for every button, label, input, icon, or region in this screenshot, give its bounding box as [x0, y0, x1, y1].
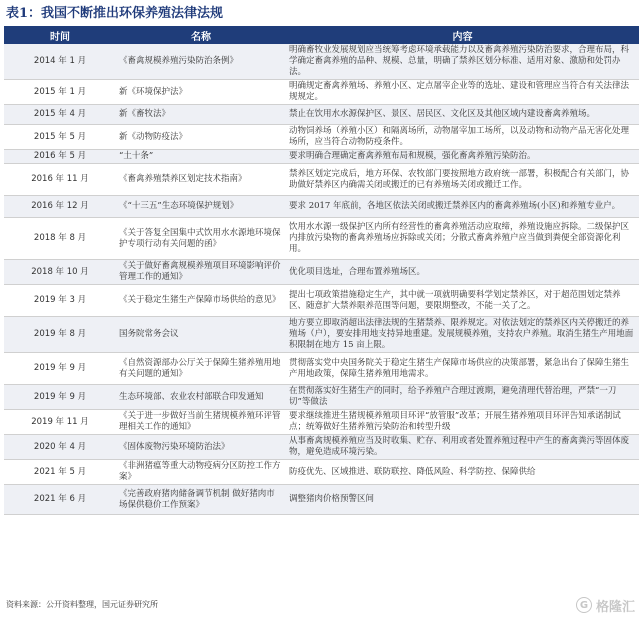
table-row	[4, 105, 639, 125]
row-content: 优化项目选址，合理布置养殖场区。	[286, 260, 639, 285]
watermark	[576, 596, 635, 614]
table-row	[4, 150, 639, 164]
header-content: 内容	[286, 26, 639, 44]
row-name: 《畜禽规模养殖污染防治条例》	[116, 44, 286, 80]
row-content: 贯彻落实党中央国务院关于稳定生猪生产保障市场供应的决策部署，紧急出台了保障生猪生产用地政策，保障生猪养殖用地需求。	[286, 353, 639, 385]
row-name: 国务院常务会议	[116, 317, 286, 353]
row-content: 防疫优先、区域推进、联防联控、降低风险、科学防控、保障供给	[286, 460, 639, 485]
regulations-table	[4, 26, 639, 515]
row-time: 2021 年 5 月	[4, 460, 116, 485]
table-row	[4, 285, 639, 317]
row-name: 《“十三五”生态环境保护规划》	[116, 196, 286, 218]
table-row	[4, 44, 639, 80]
row-name: 《关于答复全国集中式饮用水水源地环境保护专项行动有关问题的函》	[116, 218, 286, 260]
row-name: 《关于进一步做好当前生猪规模养殖环评管理相关工作的通知》	[116, 410, 286, 435]
row-time: 2018 年 10 月	[4, 260, 116, 285]
table-title: 表1：我国不断推出环保养殖法律法规	[6, 6, 224, 21]
table-row	[4, 410, 639, 435]
row-time: 2015 年 5 月	[4, 125, 116, 150]
row-time: 2019 年 11 月	[4, 410, 116, 435]
row-time: 2020 年 4 月	[4, 435, 116, 460]
row-name: 《自然资源部办公厅关于保障生猪养殖用地有关问题的通知》	[116, 353, 286, 385]
row-time: 2018 年 8 月	[4, 218, 116, 260]
row-time: 2016 年 12 月	[4, 196, 116, 218]
row-name: 新《环境保护法》	[116, 80, 286, 105]
row-name: 《关于稳定生猪生产保障市场供给的意见》	[116, 285, 286, 317]
row-content: 饮用水水源一级保护区内所有经营性的畜禽养殖活动应取缔，养殖设施应拆除。二级保护区内排放污染物的畜禽养殖场应拆除或关闭；分散式畜禽养殖户应当做到粪便全部资源化利用。	[286, 218, 639, 260]
table-row	[4, 80, 639, 105]
row-name: 《固体废物污染环境防治法》	[116, 435, 286, 460]
row-name: 《关于做好畜禽规模养殖项目环境影响评价管理工作的通知》	[116, 260, 286, 285]
row-time: 2019 年 8 月	[4, 317, 116, 353]
table-row	[4, 385, 639, 410]
row-content: 要求 2017 年底前，各地区依法关闭或搬迁禁养区内的畜禽养殖场(小区)和养殖专业户。	[286, 196, 639, 218]
table-row	[4, 164, 639, 196]
row-name: 新《畜牧法》	[116, 105, 286, 125]
row-time: 2015 年 1 月	[4, 80, 116, 105]
row-content: 在贯彻落实好生猪生产的同时，给予养殖户合理过渡期，避免清理代替治理，严禁“一刀切”等做法	[286, 385, 639, 410]
row-name: 《完善政府猪肉储备调节机制 做好猪肉市场保供稳价工作预案》	[116, 485, 286, 515]
table-header-row	[4, 26, 639, 44]
table-row	[4, 485, 639, 515]
row-time: 2015 年 4 月	[4, 105, 116, 125]
row-content: 要求继续推进生猪规模养殖项目环评“放管服”改革；开展生猪养殖项目环评告知承诺制试点；统筹做好生猪养殖污染防治和转型升级	[286, 410, 639, 435]
row-content: 从事畜禽规模养殖应当及时收集、贮存、利用或者处置养殖过程中产生的畜禽粪污等固体废物，避免造成环境污染。	[286, 435, 639, 460]
row-content: 动物饲养场（养殖小区）和隔离场所，动物屠宰加工场所，以及动物和动物产品无害化处理场所，应当符合动物防疫条件。	[286, 125, 639, 150]
watermark-logo-icon: G	[576, 597, 592, 613]
table-row	[4, 218, 639, 260]
header-time: 时间	[4, 26, 116, 44]
row-time: 2016 年 5 月	[4, 150, 116, 164]
table-row	[4, 260, 639, 285]
row-time: 2019 年 3 月	[4, 285, 116, 317]
row-time: 2019 年 9 月	[4, 353, 116, 385]
row-content: 要求明确合理确定畜禽养殖布局和规模，强化畜禽养殖污染防治。	[286, 150, 639, 164]
row-content: 调整猪肉价格预警区间	[286, 485, 639, 515]
row-time: 2016 年 11 月	[4, 164, 116, 196]
watermark-text: 格隆汇	[595, 599, 635, 615]
row-content: 提出七项政策措施稳定生产，其中就一项就明确要科学划定禁养区，对于超范围划定禁养区、随意扩大禁养限养范围等问题，要限期整改，不能一关了之。	[286, 285, 639, 317]
row-content: 明确畜牧业发展规划应当统筹考虑环境承载能力以及畜禽养殖污染防治要求，合理布局，科学确定畜禽养殖的品种、规模、总量，明确了禁养区划分标准、适用对象、激励和处罚办法。	[286, 44, 639, 80]
row-name: 新《动物防疫法》	[116, 125, 286, 150]
table-row	[4, 317, 639, 353]
table-row	[4, 435, 639, 460]
table-row	[4, 353, 639, 385]
row-name: “土十条”	[116, 150, 286, 164]
table-row	[4, 460, 639, 485]
table-row	[4, 196, 639, 218]
row-content: 地方要立即取消超出法律法规的生猪禁养、限养规定。对依法划定的禁养区内关停搬迁的养殖场（户），要安排用地支持异地重建。发展规模养殖，支持农户养殖。取消生猪生产用地面积限制在地方 15 亩上限。	[286, 317, 639, 353]
source-note: 资料来源：公开资料整理，国元证券研究所	[6, 600, 158, 609]
row-time: 2021 年 6 月	[4, 485, 116, 515]
row-time: 2014 年 1 月	[4, 44, 116, 80]
header-name: 名称	[116, 26, 286, 44]
row-content: 禁止在饮用水水源保护区、景区、居民区、文化区及其他区域内建设畜禽养殖场。	[286, 105, 639, 125]
row-time: 2019 年 9 月	[4, 385, 116, 410]
table-row	[4, 125, 639, 150]
row-name: 生态环境部、农业农村部联合印发通知	[116, 385, 286, 410]
row-content: 禁养区划定完成后，地方环保、农牧部门要按照地方政府统一部署，积极配合有关部门，协助做好禁养区内确需关闭或搬迁的已有养殖场关闭或搬迁工作。	[286, 164, 639, 196]
row-name: 《畜禽养殖禁养区划定技术指南》	[116, 164, 286, 196]
row-name: 《非洲猪瘟等重大动物疫病分区防控工作方案》	[116, 460, 286, 485]
row-content: 明确规定畜禽养殖场、养殖小区、定点屠宰企业等的选址、建设和管理应当符合有关法律法规规定。	[286, 80, 639, 105]
